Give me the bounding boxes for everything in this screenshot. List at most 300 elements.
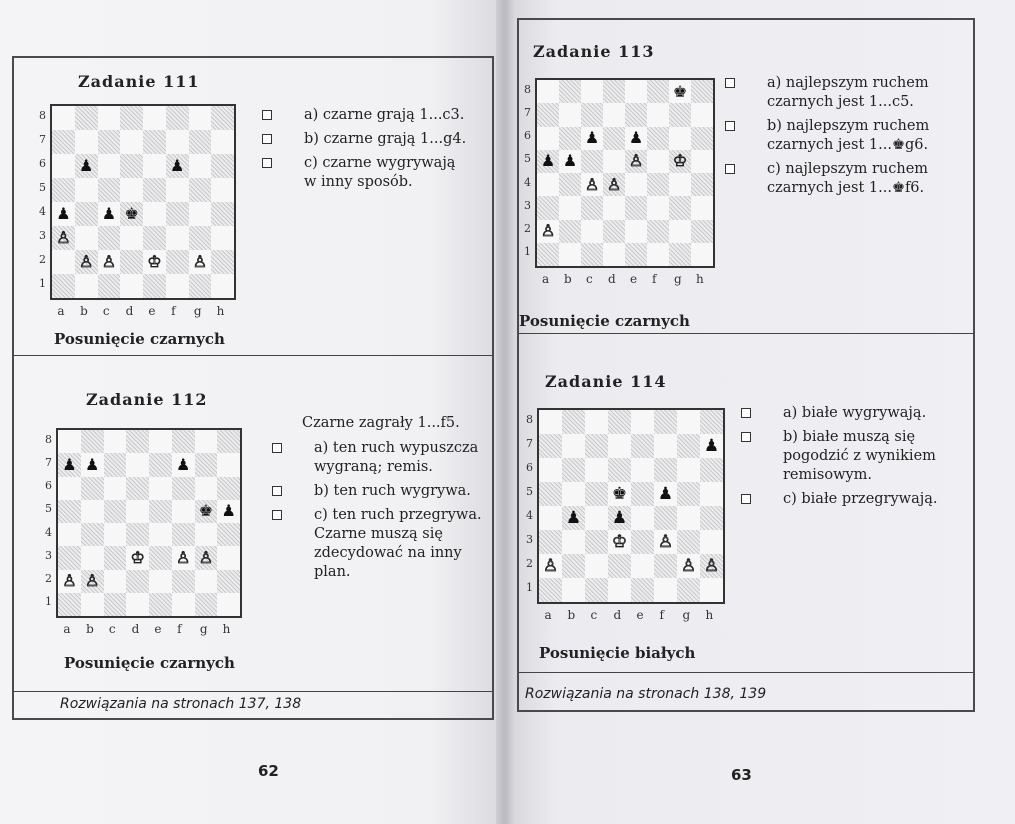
rank-label: 3 — [524, 198, 531, 212]
board-square-d3 — [126, 546, 149, 569]
board-square-g7 — [669, 103, 691, 126]
board-square-e4 — [143, 202, 166, 226]
board-square-d6 — [120, 154, 143, 178]
board-square-d7 — [120, 130, 143, 154]
board-square-b8 — [559, 80, 581, 103]
answer-checkbox[interactable] — [741, 408, 751, 418]
board-square-e1 — [625, 243, 647, 266]
board-square-b3 — [75, 226, 98, 250]
white-piece-f3: ♙ — [175, 547, 191, 567]
board-square-b6 — [562, 458, 585, 482]
board-square-h4 — [217, 523, 240, 546]
board-square-d2 — [603, 220, 625, 243]
rank-label: 6 — [39, 157, 46, 170]
board-square-b4 — [81, 523, 104, 546]
board-square-d3 — [120, 226, 143, 250]
file-label: g — [682, 608, 691, 622]
white-piece-g2: ♙ — [192, 252, 208, 271]
board-square-d4 — [120, 202, 143, 226]
board-square-d2 — [126, 570, 149, 593]
rank-label: 7 — [526, 437, 533, 450]
white-piece-a3: ♙ — [56, 228, 71, 247]
rank-label: 5 — [524, 152, 531, 166]
page-number: 63 — [731, 766, 752, 784]
board-square-f7 — [654, 434, 677, 458]
board-square-h5 — [700, 482, 723, 506]
board-square-e6 — [143, 154, 166, 178]
file-label: a — [544, 608, 552, 622]
board-square-b5 — [562, 482, 585, 506]
board-square-c3 — [581, 196, 603, 219]
board-square-e6 — [149, 477, 172, 500]
answer-option — [262, 154, 472, 192]
answer-checkbox[interactable] — [741, 432, 751, 442]
board-square-g8 — [189, 106, 212, 130]
board-square-e1 — [149, 593, 172, 616]
white-piece-a2: ♙ — [540, 221, 556, 241]
board-square-c6 — [98, 154, 121, 178]
board-square-g5 — [195, 500, 218, 523]
board-square-a4 — [58, 523, 81, 546]
white-piece-f3: ♙ — [657, 531, 674, 552]
board-square-f8 — [172, 430, 195, 453]
board-square-f6 — [654, 458, 677, 482]
board-square-d3 — [603, 196, 625, 219]
answer-text: a) białe wygrywają. — [783, 405, 927, 421]
board-square-b8 — [75, 106, 98, 130]
answer-option — [272, 439, 484, 477]
board-square-a6 — [539, 458, 562, 482]
board-square-a8 — [52, 106, 75, 130]
board-square-e1 — [143, 274, 166, 298]
file-label: c — [590, 608, 598, 622]
rank-label: 1 — [45, 595, 52, 609]
board-square-f4 — [172, 523, 195, 546]
rank-label: 2 — [39, 253, 46, 266]
answer-text: c) czarne wygrywają w inny sposób. — [304, 155, 456, 190]
board-square-c1 — [98, 274, 121, 298]
white-piece-g2: ♙ — [680, 555, 697, 576]
board-square-d5 — [126, 500, 149, 523]
answer-checkbox[interactable] — [725, 164, 735, 174]
board-square-g4 — [677, 506, 700, 530]
board-square-c5 — [581, 150, 603, 173]
board-square-c5 — [585, 482, 608, 506]
board-square-g3 — [677, 530, 700, 554]
black-piece-g5: ♚ — [198, 501, 214, 521]
board-square-d6 — [603, 127, 625, 150]
board-square-e3 — [149, 546, 172, 569]
white-piece-b2: ♙ — [84, 571, 100, 591]
board-square-f4 — [654, 506, 677, 530]
board-square-a7 — [539, 434, 562, 458]
board-square-f3 — [166, 226, 189, 250]
board-square-h8 — [691, 80, 713, 103]
board-square-f2 — [654, 554, 677, 578]
board-square-c3 — [104, 546, 127, 569]
white-piece-c2: ♙ — [101, 252, 117, 271]
white-piece-g3: ♙ — [198, 547, 214, 567]
answer-checkbox[interactable] — [725, 78, 735, 88]
black-piece-b4: ♟ — [565, 507, 582, 528]
chess-board-114 — [537, 408, 725, 604]
footer-divider — [14, 691, 492, 692]
board-square-e5 — [149, 500, 172, 523]
board-square-f4 — [166, 202, 189, 226]
board-square-b4 — [559, 173, 581, 196]
board-square-c2 — [104, 570, 127, 593]
board-square-d8 — [120, 106, 143, 130]
board-square-d8 — [126, 430, 149, 453]
board-square-a7 — [537, 103, 559, 126]
black-piece-b6: ♟ — [78, 156, 94, 175]
board-square-b2 — [75, 250, 98, 274]
rank-label: 8 — [39, 109, 46, 122]
board-square-a6 — [52, 154, 75, 178]
answer-option — [741, 404, 965, 423]
board-square-g2 — [195, 570, 218, 593]
board-square-a2 — [539, 554, 562, 578]
black-piece-f7: ♟ — [175, 454, 191, 474]
white-piece-h2: ♙ — [703, 555, 720, 576]
board-square-c2 — [581, 220, 603, 243]
rank-label: 2 — [45, 572, 52, 586]
rank-label: 3 — [39, 229, 46, 242]
board-square-d6 — [608, 458, 631, 482]
black-piece-f6: ♟ — [169, 156, 185, 175]
board-square-e2 — [149, 570, 172, 593]
board-square-h6 — [691, 127, 713, 150]
rank-label: 5 — [526, 485, 533, 498]
answer-option — [272, 482, 484, 501]
board-square-g3 — [669, 196, 691, 219]
board-square-f5 — [166, 178, 189, 202]
answer-checkbox[interactable] — [262, 158, 272, 168]
board-square-f7 — [172, 453, 195, 476]
answer-text: b) najlepszym ruchem czarnych jest 1...♚g6. — [767, 118, 930, 153]
board-square-d2 — [120, 250, 143, 274]
board-square-e6 — [631, 458, 654, 482]
board-square-d8 — [603, 80, 625, 103]
board-square-c8 — [104, 430, 127, 453]
board-square-f4 — [647, 173, 669, 196]
answer-checkbox[interactable] — [272, 443, 282, 453]
board-square-f5 — [172, 500, 195, 523]
board-square-h6 — [211, 154, 234, 178]
board-square-c8 — [585, 410, 608, 434]
board-square-c1 — [581, 243, 603, 266]
black-piece-a7: ♟ — [62, 454, 77, 474]
black-piece-h7: ♟ — [703, 435, 720, 456]
board-square-g8 — [669, 80, 691, 103]
board-square-h7 — [691, 103, 713, 126]
problem-113-title: Zadanie 113 — [533, 42, 655, 61]
board-square-f7 — [647, 103, 669, 126]
rank-label: 4 — [524, 175, 531, 189]
board-square-b1 — [559, 243, 581, 266]
chess-board-113 — [535, 78, 715, 268]
board-square-h5 — [217, 500, 240, 523]
board-square-h1 — [700, 578, 723, 602]
rank-label: 7 — [39, 133, 46, 146]
board-square-h6 — [700, 458, 723, 482]
file-label: f — [652, 272, 657, 286]
board-square-e8 — [149, 430, 172, 453]
solutions-reference: Rozwiązania na stronach 137, 138 — [60, 696, 302, 712]
black-piece-c4: ♟ — [101, 204, 117, 223]
board-square-e3 — [631, 530, 654, 554]
board-square-g8 — [195, 430, 218, 453]
answer-checkbox[interactable] — [262, 110, 272, 120]
board-square-e2 — [143, 250, 166, 274]
problem-113-options — [725, 74, 965, 203]
file-label: g — [193, 304, 202, 318]
board-square-f8 — [166, 106, 189, 130]
board-square-f1 — [654, 578, 677, 602]
board-square-b6 — [75, 154, 98, 178]
board-square-d6 — [126, 477, 149, 500]
board-square-g4 — [669, 173, 691, 196]
board-square-g1 — [677, 578, 700, 602]
board-square-g7 — [195, 453, 218, 476]
problem-111-caption: Posunięcie czarnych — [54, 330, 225, 348]
black-piece-a4: ♟ — [56, 204, 71, 223]
board-square-a5 — [58, 500, 81, 523]
board-square-e4 — [631, 506, 654, 530]
rank-label: 7 — [524, 105, 531, 119]
file-label: b — [567, 608, 576, 622]
board-square-a4 — [537, 173, 559, 196]
rank-label: 4 — [45, 525, 52, 539]
chess-board-112 — [56, 428, 242, 618]
board-square-c2 — [585, 554, 608, 578]
board-square-e4 — [149, 523, 172, 546]
answer-text: c) ten ruch przegrywa. Czarne muszą się zdecydować na inny plan. — [314, 507, 482, 580]
file-label: e — [148, 304, 156, 318]
problem-112-options — [272, 414, 484, 587]
board-square-a5 — [539, 482, 562, 506]
board-square-b7 — [75, 130, 98, 154]
answer-text: a) ten ruch wypuszcza wygraną; remis. — [314, 440, 479, 475]
rank-label: 2 — [526, 557, 533, 570]
board-square-g5 — [677, 482, 700, 506]
board-square-a6 — [537, 127, 559, 150]
board-square-e3 — [625, 196, 647, 219]
answer-option — [725, 74, 965, 112]
answer-text: a) czarne grają 1...c3. — [304, 107, 465, 123]
board-square-f7 — [166, 130, 189, 154]
board-square-h1 — [217, 593, 240, 616]
rank-label: 8 — [524, 82, 531, 96]
white-piece-d4: ♙ — [606, 174, 622, 194]
board-square-d4 — [608, 506, 631, 530]
white-piece-e5: ♙ — [628, 151, 644, 171]
board-square-h5 — [691, 150, 713, 173]
board-square-e7 — [631, 434, 654, 458]
board-square-f3 — [647, 196, 669, 219]
problem-114-caption: Posunięcie białych — [539, 644, 696, 662]
board-square-b3 — [562, 530, 585, 554]
board-square-e8 — [143, 106, 166, 130]
rank-label: 1 — [524, 245, 531, 259]
file-label: d — [613, 608, 622, 622]
right-page-frame — [517, 18, 975, 712]
board-square-c7 — [98, 130, 121, 154]
board-square-a5 — [537, 150, 559, 173]
black-piece-c6: ♟ — [584, 128, 600, 148]
board-square-b8 — [562, 410, 585, 434]
white-piece-g5: ♔ — [672, 151, 688, 171]
board-square-c4 — [585, 506, 608, 530]
board-square-a5 — [52, 178, 75, 202]
board-square-g7 — [677, 434, 700, 458]
board-square-d1 — [603, 243, 625, 266]
problem-112-caption: Posunięcie czarnych — [64, 654, 235, 672]
board-square-g3 — [195, 546, 218, 569]
board-square-a1 — [58, 593, 81, 616]
file-label: b — [80, 304, 88, 318]
board-square-c8 — [581, 80, 603, 103]
board-square-b3 — [81, 546, 104, 569]
white-piece-e2: ♔ — [147, 252, 162, 271]
board-square-g2 — [189, 250, 212, 274]
board-square-a8 — [539, 410, 562, 434]
board-square-g6 — [189, 154, 212, 178]
answer-checkbox[interactable] — [725, 121, 735, 131]
rank-label: 3 — [45, 548, 52, 562]
rank-label: 1 — [39, 277, 46, 290]
board-square-h4 — [700, 506, 723, 530]
board-square-c5 — [104, 500, 127, 523]
problem-111-title: Zadanie 111 — [78, 72, 200, 91]
board-square-b8 — [81, 430, 104, 453]
board-square-c7 — [585, 434, 608, 458]
rank-label: 2 — [524, 222, 531, 236]
board-square-d2 — [608, 554, 631, 578]
file-label: c — [108, 622, 116, 636]
solutions-reference: Rozwiązania na stronach 138, 139 — [525, 686, 767, 702]
board-square-d1 — [120, 274, 143, 298]
board-square-c4 — [98, 202, 121, 226]
board-square-f3 — [654, 530, 677, 554]
board-square-d5 — [603, 150, 625, 173]
white-piece-d3: ♔ — [130, 547, 145, 567]
black-piece-d4: ♟ — [611, 507, 628, 528]
answer-option — [725, 117, 965, 155]
board-square-g6 — [195, 477, 218, 500]
board-square-c6 — [585, 458, 608, 482]
board-square-b4 — [75, 202, 98, 226]
answer-checkbox[interactable] — [741, 494, 751, 504]
file-label: e — [636, 608, 644, 622]
file-label: g — [674, 272, 682, 286]
board-square-g7 — [189, 130, 212, 154]
board-square-f2 — [166, 250, 189, 274]
board-square-d3 — [608, 530, 631, 554]
board-square-b2 — [562, 554, 585, 578]
board-square-c2 — [98, 250, 121, 274]
answer-checkbox[interactable] — [262, 134, 272, 144]
board-square-c3 — [98, 226, 121, 250]
answer-text: b) białe muszą się pogodzić z wynikiem remisowym. — [783, 429, 936, 483]
board-square-c5 — [98, 178, 121, 202]
board-square-d7 — [126, 453, 149, 476]
board-square-h7 — [211, 130, 234, 154]
rank-label: 5 — [39, 181, 46, 194]
file-label: d — [125, 304, 134, 318]
board-square-a4 — [52, 202, 75, 226]
board-square-f3 — [172, 546, 195, 569]
black-piece-g8: ♚ — [672, 81, 688, 101]
board-square-g2 — [669, 220, 691, 243]
file-label: b — [564, 272, 572, 286]
book-spine — [496, 0, 514, 824]
black-piece-a5: ♟ — [540, 151, 556, 171]
board-square-h3 — [211, 226, 234, 250]
board-square-a2 — [58, 570, 81, 593]
board-square-e7 — [149, 453, 172, 476]
board-square-e4 — [625, 173, 647, 196]
board-square-b6 — [559, 127, 581, 150]
board-square-b2 — [81, 570, 104, 593]
board-square-g5 — [669, 150, 691, 173]
board-square-a8 — [537, 80, 559, 103]
board-square-a4 — [539, 506, 562, 530]
board-square-h4 — [211, 202, 234, 226]
board-square-e6 — [625, 127, 647, 150]
answer-text: a) najlepszym ruchem czarnych jest 1...c5. — [767, 75, 929, 110]
board-square-a3 — [537, 196, 559, 219]
board-square-c4 — [104, 523, 127, 546]
board-square-h7 — [700, 434, 723, 458]
answer-checkbox[interactable] — [272, 486, 282, 496]
board-square-d7 — [608, 434, 631, 458]
problem-113-caption: Posunięcie czarnych — [519, 312, 690, 330]
rank-label: 4 — [526, 509, 533, 522]
board-square-f1 — [647, 243, 669, 266]
board-square-d7 — [603, 103, 625, 126]
board-square-a1 — [52, 274, 75, 298]
board-square-a2 — [52, 250, 75, 274]
board-square-h2 — [217, 570, 240, 593]
rank-label: 1 — [526, 581, 533, 594]
file-label: e — [630, 272, 638, 286]
board-square-b1 — [81, 593, 104, 616]
footer-divider — [519, 672, 973, 673]
answer-checkbox[interactable] — [272, 510, 282, 520]
board-square-h8 — [217, 430, 240, 453]
rank-label: 3 — [526, 533, 533, 546]
board-square-f8 — [654, 410, 677, 434]
board-square-e2 — [625, 220, 647, 243]
board-square-f6 — [172, 477, 195, 500]
white-piece-a2: ♙ — [62, 571, 77, 591]
file-label: f — [659, 608, 664, 622]
file-label: f — [171, 304, 176, 318]
board-square-a3 — [58, 546, 81, 569]
board-square-c1 — [585, 578, 608, 602]
answer-option — [272, 506, 484, 582]
board-square-c6 — [104, 477, 127, 500]
black-piece-b5: ♟ — [562, 151, 578, 171]
answer-option — [741, 490, 965, 509]
rank-label: 6 — [45, 479, 52, 493]
board-square-c7 — [104, 453, 127, 476]
board-square-h2 — [691, 220, 713, 243]
black-piece-h5: ♟ — [221, 501, 236, 521]
board-square-f1 — [172, 593, 195, 616]
rank-label: 8 — [45, 432, 52, 446]
